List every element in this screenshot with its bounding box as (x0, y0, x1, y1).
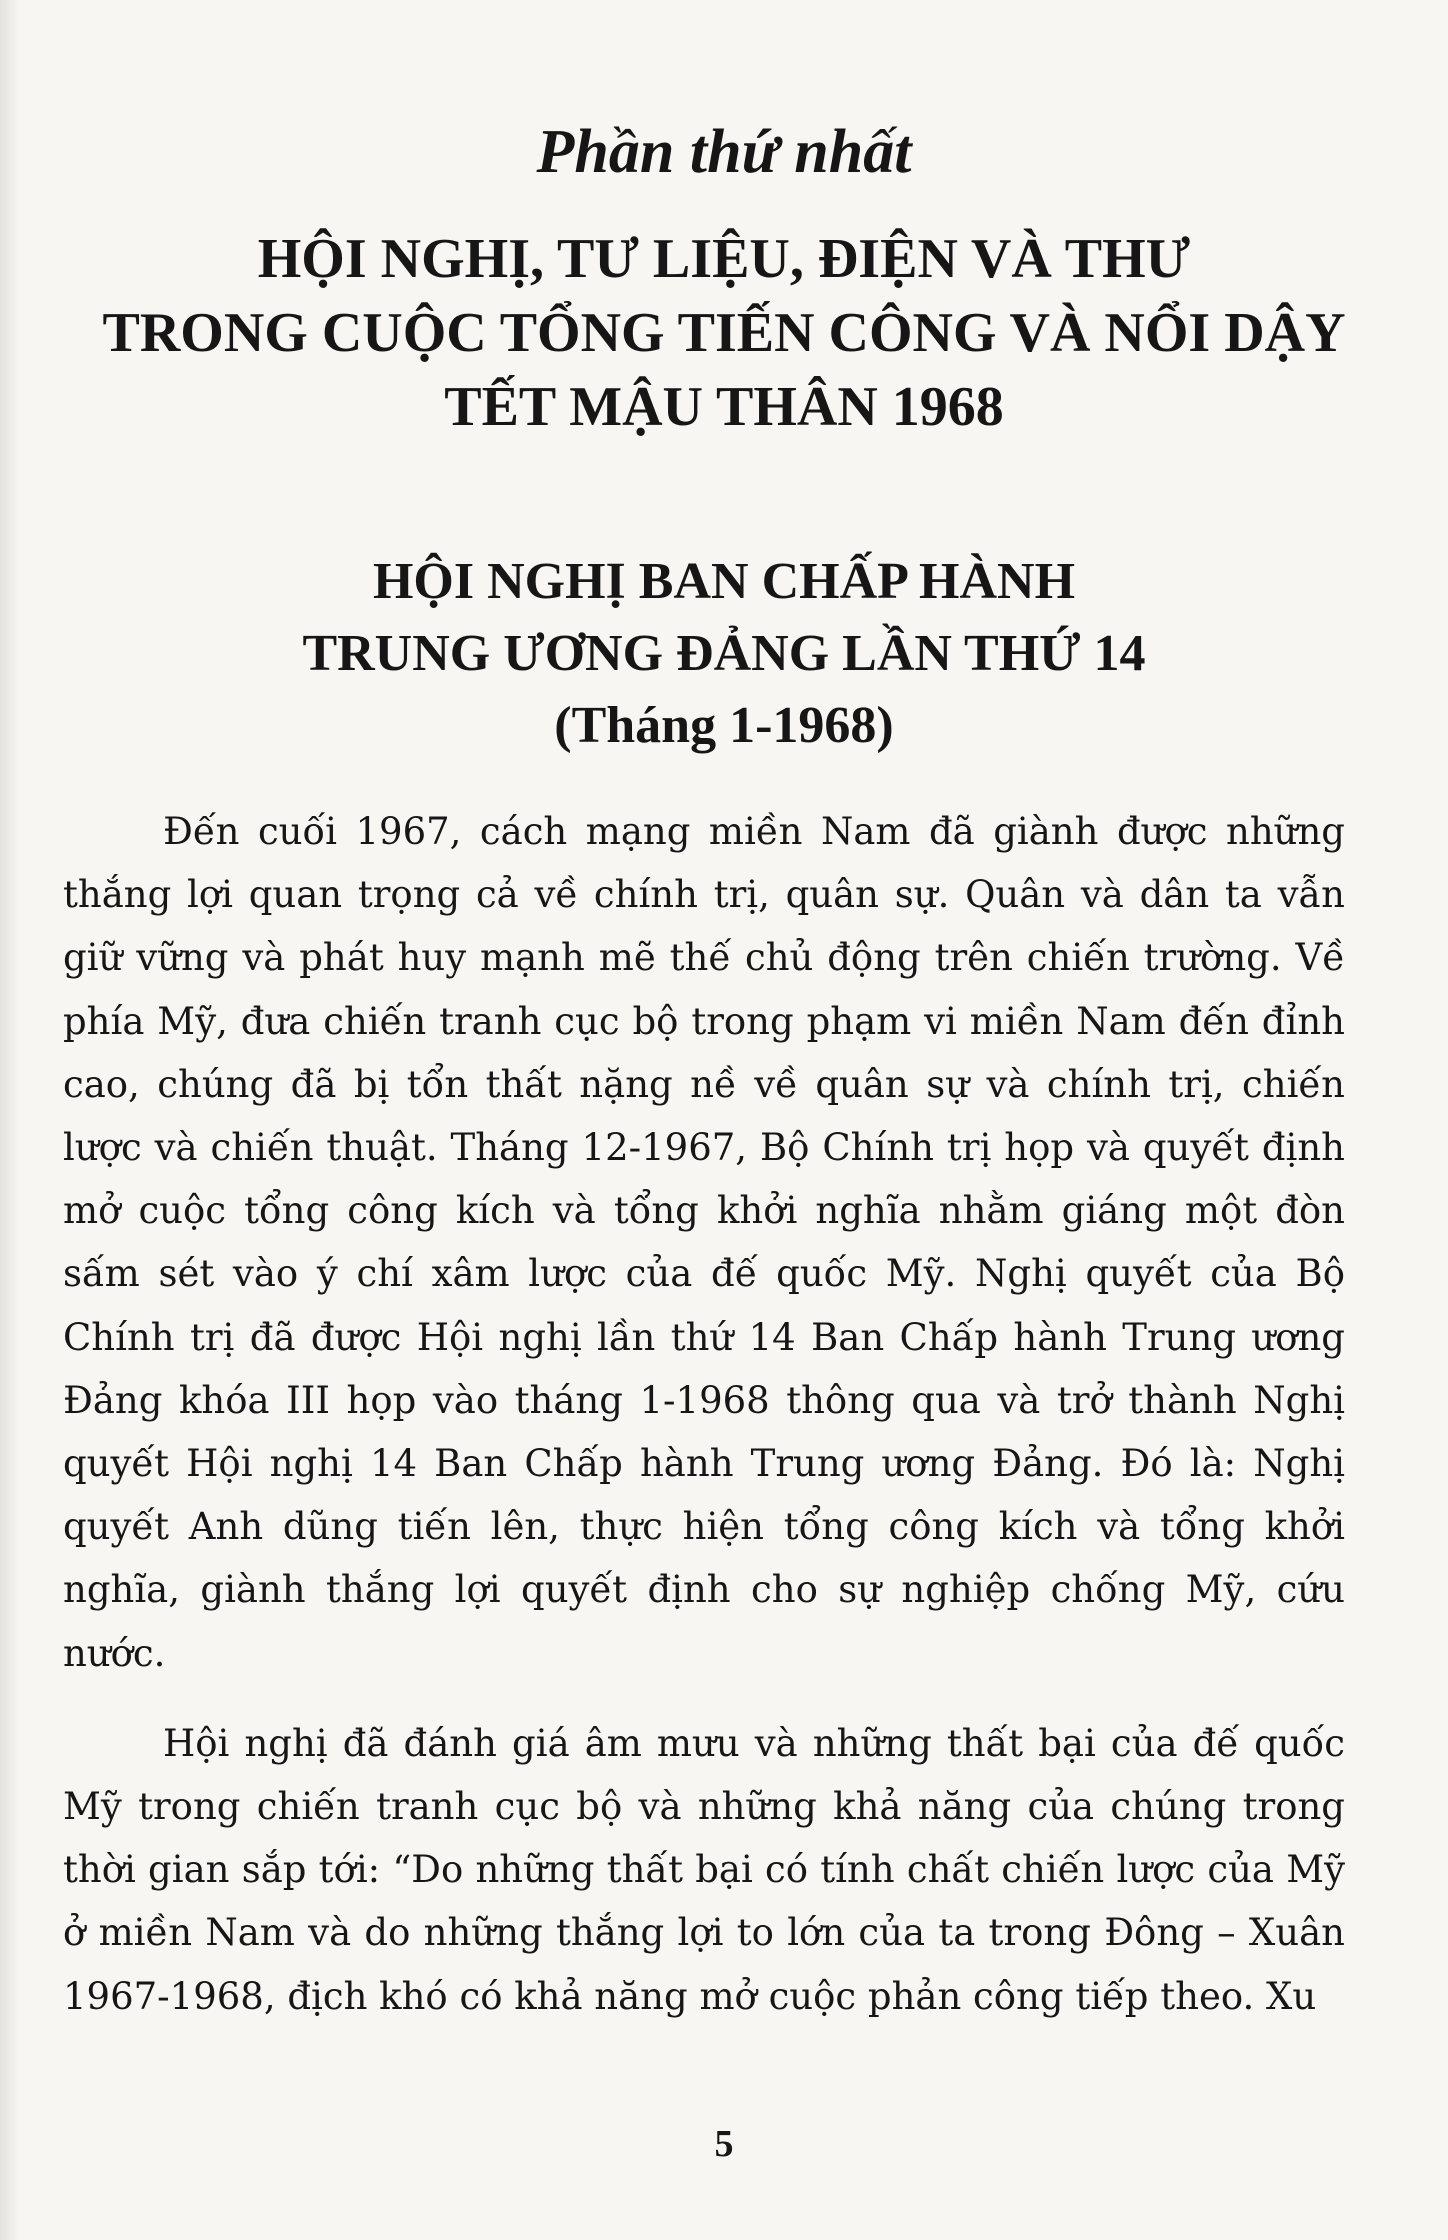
paragraph-1: Đến cuối 1967, cách mạng miền Nam đã giành được những thắng lợi quan trọng cả về chính trị, quân sự. Quân và dân ta vẫn giữ vững và phát huy mạnh mẽ thế chủ động trên chiến trường. Về phía Mỹ, đưa chiến tranh cục bộ trong phạm vi miền Nam đến đỉnh cao, chúng đã bị tổn thất nặng nề về quân sự và chính trị, chiến lược và chiến thuật. Tháng 12-1967, Bộ Chính trị họp và quyết định mở cuộc tổng công kích và tổng khởi nghĩa nhằm giáng một đòn sấm sét vào ý chí xâm lược của đế quốc Mỹ. Nghị quyết của Bộ Chính trị đã được Hội nghị lần thứ 14 Ban Chấp hành Trung ương Đảng khóa III họp vào tháng 1-1968 thông qua và trở thành Nghị quyết Hội nghị 14 Ban Chấp hành Trung ương Đảng. Đó là: Nghị quyết Anh dũng tiến lên, thực hiện tổng công kích và tổng khởi nghĩa, giành thắng lợi quyết định cho sự nghiệp chống Mỹ, cứu nước. (63, 810, 1345, 1675)
main-title-line-1: HỘI NGHỊ, TƯ LIỆU, ĐIỆN VÀ THƯ (257, 228, 1191, 290)
section-title-line-2: TRUNG ƯƠNG ĐẢNG LẦN THỨ 14 (302, 625, 1146, 682)
page-edge-shadow (0, 0, 20, 2240)
main-title-line-2: TRONG CUỘC TỔNG TIẾN CÔNG VÀ NỔI DẬY (102, 302, 1346, 364)
section-title-line-1: HỘI NGHỊ BAN CHẤP HÀNH (372, 553, 1076, 610)
body-text (63, 800, 1345, 2028)
section-title (40, 546, 1408, 762)
main-title-line-3: TẾT MẬU THÂN 1968 (444, 376, 1004, 438)
page-number: 5 (714, 2123, 734, 2165)
part-title: Phần thứ nhất (536, 118, 912, 186)
paragraph-2: Hội nghị đã đánh giá âm mưu và những thất bại của đế quốc Mỹ trong chiến tranh cục bộ và những khả năng của chúng trong thời gian sắp tới: “Do những thất bại có tính chất chiến lược của Mỹ ở miền Nam và do những thắng lợi to lớn của ta trong Đông – Xuân 1967-1968, địch khó có khả năng mở cuộc phản công tiếp theo. Xu (63, 1721, 1345, 2018)
section-date: (Tháng 1-1968) (554, 697, 894, 754)
main-title (40, 222, 1408, 444)
